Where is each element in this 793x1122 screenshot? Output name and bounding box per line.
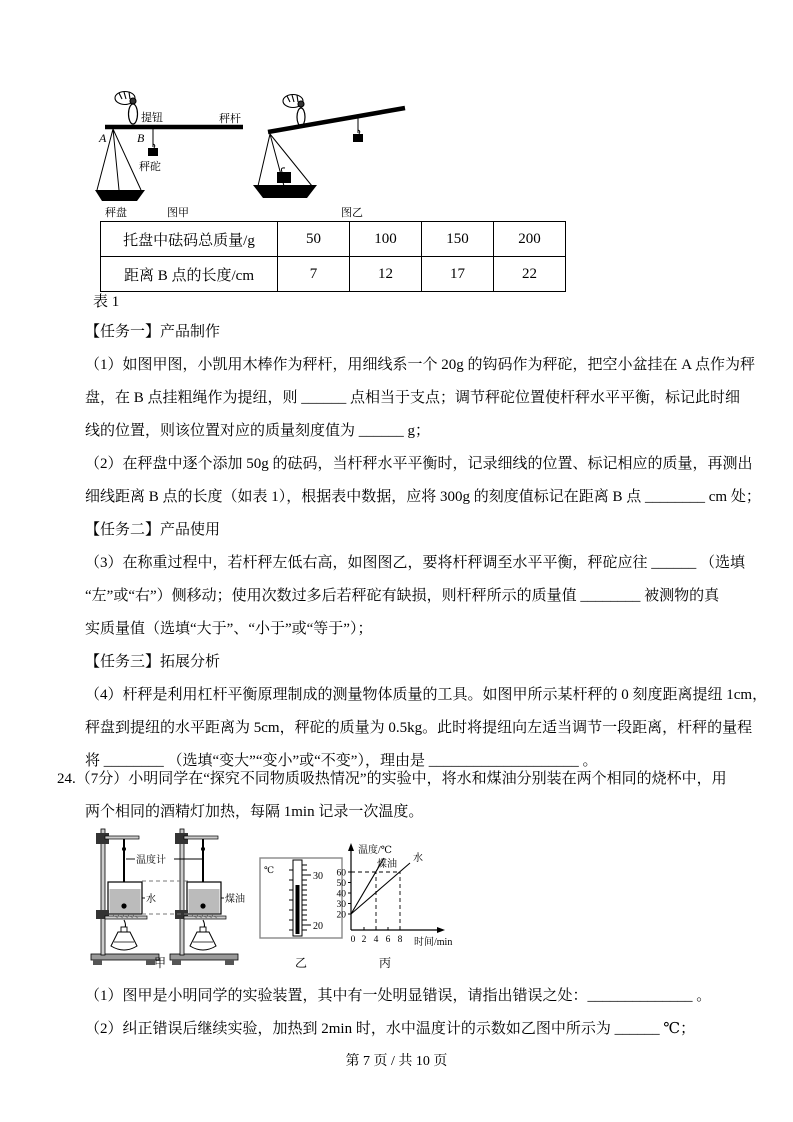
scale-20: 20 <box>313 921 323 932</box>
label-chengtuo: 秤砣 <box>139 161 161 173</box>
caption-bing: 丙 <box>379 956 392 970</box>
mass-distance-table <box>100 221 566 292</box>
q1-line: （1）如图甲图，小凯用木棒作为秤杆，用细线系一个 20g 的钩码作为秤砣，把空小盆挂在 A 点作为秤 <box>85 357 756 373</box>
label-thermometer: 温度计 <box>136 855 166 866</box>
x-tick: 4 <box>373 935 379 945</box>
q4-line: （4）杆秤是利用杠杆平衡原理制成的测量物体质量的工具。如图甲所示某杆秤的 0 刻度距离提纽 1cm， <box>85 687 768 703</box>
row-header-mass: 托盘中砝码总质量/g <box>101 222 278 257</box>
y-axis-label: 温度/℃ <box>358 845 392 856</box>
lifting-cord-yi <box>297 108 305 126</box>
y-tick: 50 <box>336 879 346 889</box>
series-water-label: 水 <box>413 853 423 864</box>
x-tick: 8 <box>397 935 403 945</box>
table-cell: 7 <box>278 257 350 292</box>
label-chengpan: 秤盘 <box>105 207 127 219</box>
q3-line: （3）在称重过程中，若杆秤左低右高，如图图乙，要将杆秤调至水平平衡，秤砣应往 ______ （选填 <box>85 555 746 571</box>
question-23-body <box>85 316 768 778</box>
q4-line: 秤盘到提纽的水平距离为 5cm，秤砣的质量为 0.5kg。此时将提纽向左适当调节一段距离，杆秤的量程 <box>85 720 753 736</box>
thermometer-closeup-yi <box>260 858 342 970</box>
weight-jia <box>148 148 158 156</box>
table-cell: 100 <box>350 222 422 257</box>
label-tiniu: 提钮 <box>141 112 163 124</box>
page-number: 第 7 页 / 共 10 页 <box>345 1054 448 1069</box>
label-point-b: B <box>137 131 145 145</box>
mercury-column <box>296 885 300 934</box>
pan-yi <box>253 185 317 198</box>
q24-stem-line: 两个相同的酒精灯加热，每隔 1min 记录一次温度。 <box>85 804 424 820</box>
weight-yi <box>353 134 363 142</box>
series-water-line <box>351 863 410 914</box>
q3-line: 实质量值（选填“大于”、“小于”或“等于”）； <box>85 621 373 637</box>
thermo-unit-label: ℃ <box>264 865 275 875</box>
x-axis-label: 时间/min <box>414 937 453 948</box>
setup-jia <box>91 829 245 970</box>
x-tick: 0 <box>350 935 356 945</box>
table-row <box>101 257 566 292</box>
experiment-figure <box>88 818 498 970</box>
q24-stem-line: 24.（7分）小明同学在“探究不同物质吸热情况”的实验中，将水和煤油分别装在两个相同的烧杯中，用 <box>57 771 727 787</box>
hand-icon <box>283 95 304 108</box>
label-point-a: A <box>99 131 107 145</box>
hand-icon <box>115 92 136 105</box>
caption-jia: 图甲 <box>167 207 189 219</box>
task3-heading: 【任务三】拓展分析 <box>85 654 221 670</box>
table-caption: 表 1 <box>93 294 120 310</box>
table-cell: 150 <box>422 222 494 257</box>
object-on-pan <box>277 172 291 183</box>
task1-heading: 【任务一】产品制作 <box>85 324 221 340</box>
row-header-distance: 距离 B 点的长度/cm <box>101 257 278 292</box>
q4-line: 将 ________ （选填“变大”“变小”或“不变”），理由是 ____________________ 。 <box>85 753 598 769</box>
steelyard-yi <box>253 95 405 220</box>
y-tick: 60 <box>336 868 346 879</box>
q2-line: 细线距离 B 点的长度（如表 1），根据表中数据，应将 300g 的刻度值标记在距离 B 点 ________ cm 处； <box>85 489 761 505</box>
q1-line: 线的位置，则该位置对应的质量刻度值为 ______ g； <box>85 423 431 439</box>
table-row <box>101 222 566 257</box>
steelyard-jia <box>95 92 243 220</box>
y-tick: 40 <box>336 889 346 900</box>
x-tick: 2 <box>361 935 367 945</box>
q2-line: （2）在秤盘中逐个添加 50g 的砝码，当杆秤水平平衡时，记录细线的位置、标记相应的质量，再测出 <box>85 456 753 472</box>
table-cell: 22 <box>494 257 566 292</box>
lifting-cord-jia <box>129 104 138 124</box>
caption-yi: 图乙 <box>341 207 363 219</box>
label-kerosene: 煤油 <box>225 894 245 905</box>
q24-sub1: （1）图甲是小明同学的实验装置，其中有一处明显错误，请指出错误之处：______________ 。 <box>85 988 712 1004</box>
q3-line: “左”或“右”）侧移动；使用次数过多后若秤砣有缺损，则杆秤所示的质量值 ________ 被测物的真 <box>85 588 720 604</box>
caption-yi: 乙 <box>295 956 308 970</box>
q1-line: 盘，在 B 点挂粗绳作为提纽，则 ______ 点相当于支点；调节秤砣位置使杆秤水平平衡，标记此时细 <box>85 390 741 406</box>
pan-jia <box>95 190 145 201</box>
series-kerosene-label: 煤油 <box>377 859 397 870</box>
y-tick: 20 <box>336 910 346 921</box>
steelyard-figure <box>95 86 415 220</box>
table-cell: 17 <box>422 257 494 292</box>
scale-30: 30 <box>313 871 323 882</box>
table-cell: 200 <box>494 222 566 257</box>
label-water: 水 <box>146 894 156 905</box>
temperature-time-graph <box>337 843 453 970</box>
task2-heading: 【任务二】产品使用 <box>85 522 221 538</box>
caption-jia: 甲 <box>154 956 167 970</box>
q24-sub2: （2）纠正错误后继续实验，加热到 2min 时，水中温度计的示数如乙图中所示为 ______ ℃； <box>85 1021 696 1037</box>
label-changgan: 秤杆 <box>219 113 241 125</box>
x-tick: 6 <box>385 935 391 945</box>
table-cell: 12 <box>350 257 422 292</box>
beam-yi <box>268 108 405 132</box>
y-tick: 30 <box>336 900 346 910</box>
table-cell: 50 <box>278 222 350 257</box>
